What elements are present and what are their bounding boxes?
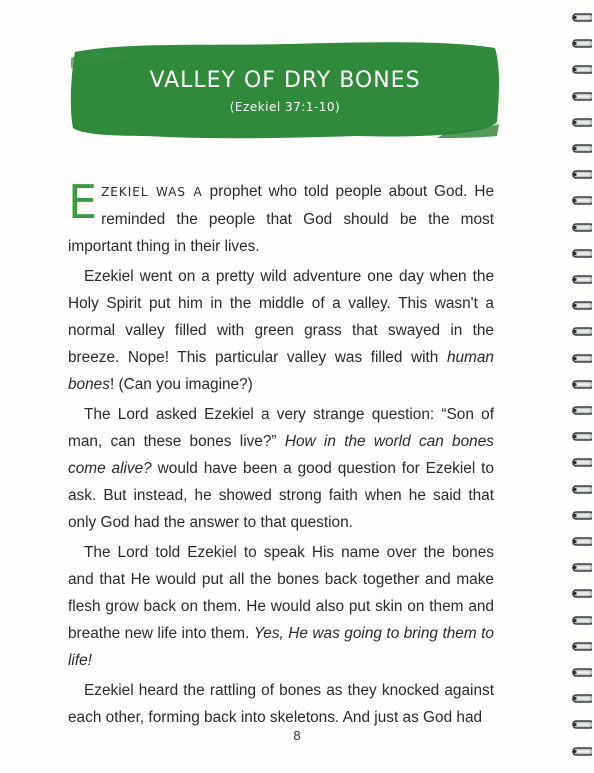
spiral-coil: [572, 405, 592, 416]
spiral-coil: [572, 484, 592, 495]
spiral-coil: [572, 300, 592, 311]
page-number: 8: [293, 728, 301, 743]
spiral-coil: [572, 641, 592, 652]
paragraph-3-emphasis: How in the world can bones come alive?: [68, 432, 494, 478]
spiral-coil: [572, 615, 592, 626]
paragraph-2-tail: ! (Can you imagine?): [109, 376, 253, 394]
paragraph-2: [68, 263, 494, 399]
spiral-coil: [572, 117, 592, 128]
paragraph-3-tail: would have been a good question for Ezekiel to ask. But instead, he showed strong faith when he said that only God had the answer to that question.: [68, 460, 494, 532]
spiral-coil: [572, 91, 592, 102]
title-banner: [67, 38, 503, 142]
spiral-coil: [572, 38, 592, 49]
spiral-coil: [572, 693, 592, 704]
spiral-coil: [572, 143, 592, 154]
spiral-coil: [572, 222, 592, 233]
spiral-coil: [572, 431, 592, 442]
spiral-coil: [572, 169, 592, 180]
paragraph-5: [68, 677, 494, 731]
spiral-coil: [572, 510, 592, 521]
paragraph-4: [68, 539, 494, 675]
story-text: [68, 175, 495, 731]
spiral-binding: [568, 0, 594, 773]
spiral-coil: [572, 195, 592, 206]
spiral-coil: [572, 457, 592, 468]
paragraph-5-text: Ezekiel heard the rattling of bones as they knocked against each other, forming back into skeletons. And just as God had: [68, 681, 494, 726]
paragraph-2-text: Ezekiel went on a pretty wild adventure one day when the Holy Spirit put him in the middle of a valley. This wasn't a normal valley filled with green grass that swayed in the breeze. Nope! This particular valley was filled with: [68, 267, 494, 367]
paragraph-3-text: The Lord asked Ezekiel a very strange question: “Son of man, can these bones live?”: [68, 405, 494, 450]
spiral-coil: [572, 12, 592, 23]
paragraph-4-text: The Lord told Ezekiel to speak His name over the bones and that He would put all the bones back together and make flesh grow back on them. He would also put skin on them and breathe new life into them.: [68, 543, 494, 643]
chapter-title: VALLEY OF DRY BONES: [149, 68, 421, 93]
spiral-coil: [572, 536, 592, 547]
opening-small-caps: ZEKIEL WAS A: [101, 185, 203, 199]
paragraph-1: [68, 175, 495, 261]
spiral-coil: [572, 719, 592, 730]
spiral-coil: [572, 248, 592, 259]
drop-cap-letter: E: [68, 175, 98, 229]
spiral-coil: [572, 562, 592, 573]
spiral-coil: [572, 588, 592, 599]
spiral-coil: [572, 353, 592, 364]
spiral-coil: [572, 326, 592, 337]
spiral-coil: [572, 667, 592, 678]
paragraph-1-text: prophet who told people about God. He reminded the people that God should be the most important thing in their lives.: [68, 183, 495, 256]
paragraph-2-emphasis: human bones: [68, 349, 494, 394]
paragraph-4-emphasis: Yes, He was going to bring them to life!: [68, 625, 494, 670]
spiral-coil: [572, 379, 592, 390]
spiral-coil: [572, 746, 592, 757]
paragraph-3: [68, 401, 494, 537]
spiral-coil: [572, 64, 592, 75]
spiral-coil: [572, 274, 592, 285]
scripture-reference: (Ezekiel 37:1-10): [229, 100, 341, 114]
